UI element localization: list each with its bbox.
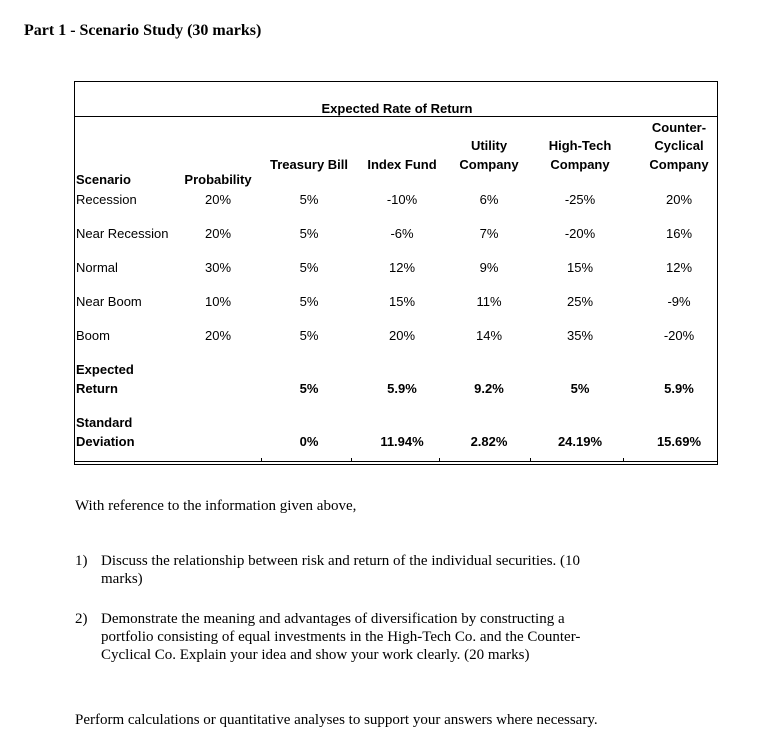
col-header-utility-1: Utility: [470, 138, 508, 153]
col-header-counter-2: Cyclical: [654, 138, 704, 153]
row-value-index: 20%: [388, 328, 416, 343]
row-value-index: 15%: [388, 294, 416, 309]
row-value-hightech: -20%: [564, 226, 596, 241]
row-scenario-label: Near Boom: [76, 294, 142, 309]
col-header-hightech-2: Company: [550, 157, 610, 172]
page-title: Part 1 - Scenario Study (30 marks): [24, 22, 262, 39]
stdev-hightech: 24.19%: [557, 434, 603, 449]
expected-index: 5.9%: [387, 381, 417, 396]
intro-text: With reference to the information given above,: [75, 498, 357, 514]
expected-counter: 5.9%: [664, 381, 694, 396]
row-value-hightech: 35%: [566, 328, 594, 343]
expected-tbill: 5%: [299, 381, 319, 396]
expected-utility: 9.2%: [474, 381, 504, 396]
expected-label-2: Return: [76, 381, 118, 396]
row-value-tbill: 5%: [299, 328, 319, 343]
returns-table: [74, 81, 718, 465]
col-header-counter-1: Counter-: [651, 120, 707, 135]
row-value-index: 12%: [388, 260, 416, 275]
row-value-counter: 12%: [665, 260, 693, 275]
col-header-utility-2: Company: [459, 157, 519, 172]
col-header-scenario: Scenario: [76, 172, 131, 187]
stdev-label-1: Standard: [76, 415, 133, 430]
row-scenario-label: Normal: [76, 260, 118, 275]
question-text-line: marks): [101, 571, 143, 587]
row-scenario-label: Near Recession: [76, 226, 169, 241]
row-scenario-label: Recession: [76, 192, 137, 207]
row-value-index: -10%: [386, 192, 418, 207]
stdev-counter: 15.69%: [656, 434, 702, 449]
expected-label-1: Expected: [76, 362, 134, 377]
col-header-counter-3: Company: [649, 157, 709, 172]
col-header-treasury: Treasury Bill: [269, 157, 349, 172]
row-value-prob: 20%: [204, 226, 232, 241]
col-header-hightech-1: High-Tech: [548, 138, 612, 153]
table-divider-bottom: [75, 461, 717, 462]
row-value-prob: 10%: [204, 294, 232, 309]
stdev-tbill: 0%: [299, 434, 319, 449]
question-number: 2): [75, 611, 88, 627]
question-text-line: portfolio consisting of equal investments in the High-Tech Co. and the Counter-: [101, 629, 581, 645]
row-value-utility: 7%: [479, 226, 499, 241]
question-text-line: Cyclical Co. Explain your idea and show your work clearly. (20 marks): [101, 647, 530, 663]
footer-text: Perform calculations or quantitative analyses to support your answers where necessary.: [75, 712, 598, 728]
row-value-utility: 11%: [476, 294, 502, 309]
row-value-prob: 30%: [204, 260, 232, 275]
row-value-index: -6%: [390, 226, 414, 241]
stdev-index: 11.94%: [380, 434, 424, 449]
stdev-utility: 2.82%: [470, 434, 508, 449]
row-value-utility: 9%: [479, 260, 499, 275]
row-value-counter: -20%: [663, 328, 695, 343]
row-value-tbill: 5%: [299, 192, 319, 207]
row-value-counter: 16%: [665, 226, 693, 241]
stdev-label-2: Deviation: [76, 434, 135, 449]
row-value-utility: 6%: [479, 192, 499, 207]
row-value-tbill: 5%: [299, 294, 319, 309]
question-text-line: Demonstrate the meaning and advantages of diversification by constructing a: [101, 611, 565, 627]
row-value-prob: 20%: [204, 192, 232, 207]
row-value-tbill: 5%: [299, 226, 319, 241]
table-title: Expected Rate of Return: [321, 101, 473, 116]
col-header-probability: Probability: [184, 172, 252, 187]
row-value-hightech: 15%: [566, 260, 594, 275]
row-value-counter: -9%: [667, 294, 691, 309]
question-text-line: Discuss the relationship between risk and return of the individual securities. (10: [101, 553, 581, 569]
row-value-prob: 20%: [204, 328, 232, 343]
table-divider-top: [75, 116, 717, 117]
question-number: 1): [75, 553, 88, 569]
expected-hightech: 5%: [570, 381, 590, 396]
row-value-counter: 20%: [665, 192, 693, 207]
row-value-hightech: -25%: [564, 192, 596, 207]
row-value-utility: 14%: [475, 328, 503, 343]
row-value-hightech: 25%: [566, 294, 594, 309]
col-header-index: Index Fund: [367, 157, 437, 172]
row-scenario-label: Boom: [76, 328, 110, 343]
row-value-tbill: 5%: [299, 260, 319, 275]
